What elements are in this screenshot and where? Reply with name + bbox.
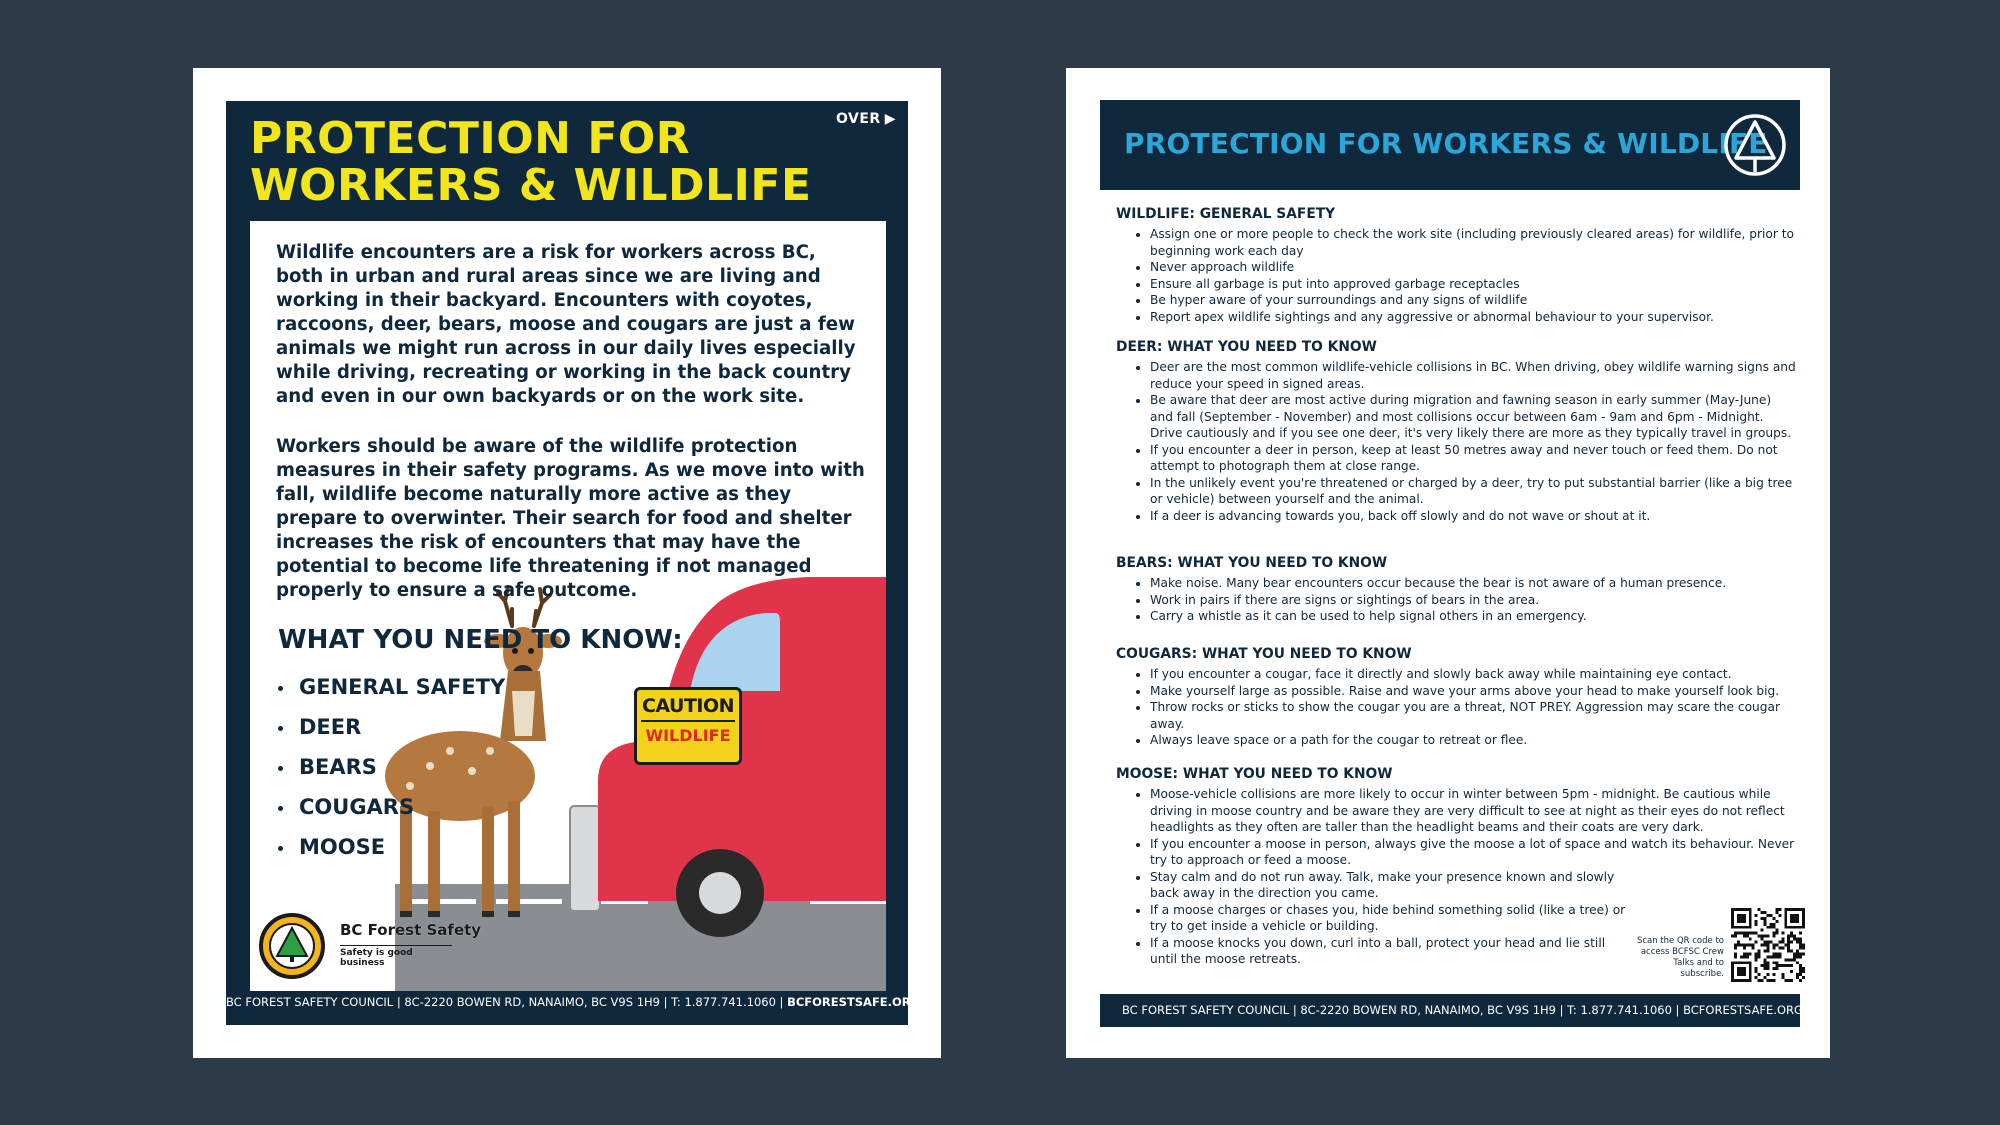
list-item: • If you encounter a moose in person, always give the moose a lot of space and watch its behaviour. Never try to approach or feed a moose. xyxy=(1150,836,1796,869)
section-heading: BEARS: WHAT YOU NEED TO KNOW xyxy=(1116,555,1388,571)
over-text: OVER xyxy=(836,111,881,127)
list-item xyxy=(278,667,505,707)
sign-caution-text: CAUTION xyxy=(641,692,735,722)
front-content-card xyxy=(250,221,886,991)
list-item: • Work in pairs if there are signs or sightings of bears in the area. xyxy=(1150,592,1796,609)
front-page xyxy=(193,68,941,1058)
sign-wildlife-text: WILDLIFE xyxy=(645,726,731,745)
back-header xyxy=(1100,100,1800,190)
list-item xyxy=(278,707,505,747)
section-heading: MOOSE: WHAT YOU NEED TO KNOW xyxy=(1116,766,1393,782)
list-item: • Be hyper aware of your surroundings and any signs of wildlife xyxy=(1150,292,1796,309)
section-heading: WILDLIFE: GENERAL SAFETY xyxy=(1116,206,1336,222)
list-item: • Make yourself large as possible. Raise and wave your arms above your head to make yourself look big. xyxy=(1150,683,1796,700)
intro-paragraph-2: Workers should be aware of the wildlife protection measures in their safety programs. As we move into with fall, wildlife become naturally more active as they prepare to overwinter. Their search for food and shelter increases the risk of encounters that may have the potential to become life threatening if not managed properly to ensure a safe outcome. xyxy=(276,436,865,601)
list-item: • Ensure all garbage is put into approved garbage receptacles xyxy=(1150,276,1796,293)
list-item: • Report apex wildlife sightings and any aggressive or abnormal behaviour to your supervisor. xyxy=(1150,309,1796,326)
back-footer: BC FOREST SAFETY COUNCIL | 8C-2220 BOWEN RD, NANAIMO, BC V9S 1H9 | T: 1.877.741.1060 | BCFORESTSAFE.ORG xyxy=(1100,994,1800,1027)
know-item-label: BEARS xyxy=(299,755,377,779)
list-item: • If you encounter a deer in person, keep at least 50 metres away and never touch or feed them. Do not attempt to photograph them at close range. xyxy=(1150,442,1796,475)
qr-caption: Scan the QR code to access BCFSC Crew Talks and to subscribe. xyxy=(1636,936,1724,979)
logo-tagline: Safety is good business xyxy=(340,945,452,968)
front-footer xyxy=(226,993,921,1011)
list-item: • Assign one or more people to check the work site (including previously cleared areas) for wildlife, prior to beginning work each day xyxy=(1150,226,1796,259)
bullet-icon xyxy=(278,766,283,771)
list-item: • In the unlikely event you're threatened or charged by a deer, try to put substantial barrier (like a big tree or vehicle) between yourself and the animal. xyxy=(1150,475,1796,508)
know-list xyxy=(278,667,505,867)
know-item-label: MOOSE xyxy=(299,835,386,859)
section-list xyxy=(1116,666,1796,749)
list-item: • If a moose knocks you down, curl into a ball, protect your head and lie still until the moose retreats. xyxy=(1150,935,1630,968)
list-item xyxy=(278,827,505,867)
list-item: • Moose-vehicle collisions are more likely to occur in winter between 5pm - midnight. Be cautious while driving in moose country and be aware they are very difficult to see at night as their eyes do not reflect headlights as they often are taller than the headlight beams and their coats are very dark. xyxy=(1150,786,1796,836)
section-cougars xyxy=(1116,645,1796,749)
list-item: • Never approach wildlife xyxy=(1150,259,1796,276)
list-item: • Throw rocks or sticks to show the cougar you are a threat, NOT PREY. Aggression may scare the cougar away. xyxy=(1150,699,1796,732)
bc-forest-safety-logo-icon xyxy=(261,915,323,977)
logo-wordmark xyxy=(340,921,481,968)
section-list xyxy=(1116,575,1796,625)
section-list xyxy=(1116,359,1796,524)
section-heading: DEER: WHAT YOU NEED TO KNOW xyxy=(1116,339,1377,355)
list-item: • Always leave space or a path for the cougar to retreat or flee. xyxy=(1150,732,1796,749)
list-item: • Carry a whistle as it can be used to help signal others in an emergency. xyxy=(1150,608,1796,625)
front-title-line-1: PROTECTION FOR xyxy=(250,113,691,164)
list-item: • If a deer is advancing towards you, back off slowly and do not wave or shout at it. xyxy=(1150,508,1796,525)
qr-code-icon[interactable] xyxy=(1731,908,1805,982)
section-bears xyxy=(1116,554,1796,625)
footer-address: BC FOREST SAFETY COUNCIL | 8C-2220 BOWEN RD, NANAIMO, BC V9S 1H9 | T: 1.877.741.1060 | xyxy=(226,995,784,1009)
footer-website-link[interactable]: BCFORESTSAFE.ORG xyxy=(787,995,921,1009)
front-title xyxy=(250,115,812,209)
play-arrow-icon: ▶ xyxy=(884,111,896,127)
section-heading: COUGARS: WHAT YOU NEED TO KNOW xyxy=(1116,646,1412,662)
caution-wildlife-sign xyxy=(634,687,742,765)
list-item xyxy=(278,787,505,827)
bullet-icon xyxy=(278,686,283,691)
back-title: PROTECTION FOR WORKERS & WILDLIFE xyxy=(1124,127,1768,160)
bcfsc-tree-logo-icon xyxy=(1722,112,1788,178)
intro-paragraph-1: Wildlife encounters are a risk for workers across BC, both in urban and rural areas since we are living and working in their backyard. Encounters with coyotes, raccoons, deer, bears, moose and cougars are just a few animals we might run across in our daily lives especially while driving, recreating or working in the back country and even in our own backyards or on the work site. xyxy=(276,242,856,407)
list-item: • If a moose charges or chases you, hide behind something solid (like a tree) or try to get inside a vehicle or building. xyxy=(1150,902,1630,935)
know-item-label: COUGARS xyxy=(299,795,415,819)
back-page xyxy=(1066,68,1830,1058)
section-general-safety xyxy=(1116,205,1796,325)
over-label xyxy=(836,111,896,127)
section-list xyxy=(1116,226,1796,325)
bullet-icon xyxy=(278,726,283,731)
bullet-icon xyxy=(278,846,283,851)
list-item: • Be aware that deer are most active during migration and fawning season in early summer (May-June) and fall (September - November) and most collisions occur between 6am - 9am and 6pm - Midnight. Drive cautiously and if you see one deer, it's very likely there are more as they typically travel in groups. xyxy=(1150,392,1796,442)
list-item: • If you encounter a cougar, face it directly and slowly back away while maintaining eye contact. xyxy=(1150,666,1796,683)
list-item: • Stay calm and do not run away. Talk, make your presence known and slowly back away in the direction you came. xyxy=(1150,869,1630,902)
list-item xyxy=(278,747,505,787)
front-frame xyxy=(226,101,921,1025)
section-deer xyxy=(1116,338,1796,524)
list-item: • Make noise. Many bear encounters occur because the bear is not aware of a human presence. xyxy=(1150,575,1796,592)
know-item-label: GENERAL SAFETY xyxy=(299,675,506,699)
logo-name: BC Forest Safety xyxy=(340,921,482,939)
front-title-line-2: WORKERS & WILDLIFE xyxy=(250,160,812,211)
bullet-icon xyxy=(278,806,283,811)
know-heading: WHAT YOU NEED TO KNOW: xyxy=(278,625,683,655)
know-item-label: DEER xyxy=(299,715,362,739)
list-item: • Deer are the most common wildlife-vehicle collisions in BC. When driving, obey wildlife warning signs and reduce your speed in signed areas. xyxy=(1150,359,1796,392)
